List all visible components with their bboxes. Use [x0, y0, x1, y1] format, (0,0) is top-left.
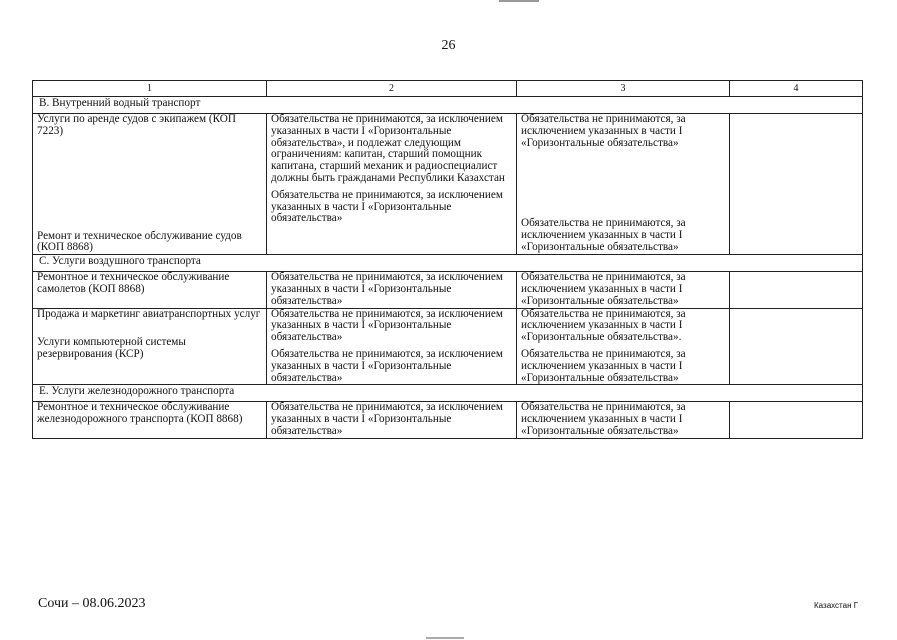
section-header-row — [33, 255, 863, 272]
footer-location-date: Сочи – 08.06.2023 — [38, 596, 146, 611]
national-treatment-cell — [517, 114, 730, 255]
sector-cell — [33, 272, 267, 308]
market-access-cell — [267, 272, 517, 308]
sector-entry: Ремонтное и техническое обслуживание железнодорожного транспорта (КОП 8868) — [37, 401, 243, 426]
national-treatment-cell — [517, 308, 730, 385]
commitment-entry: Обязательства не принимаются, за исключением указанных в части I «Горизонтальные обязательства» — [271, 188, 503, 225]
table-row — [33, 308, 863, 385]
commitment-entry: Обязательства не принимаются, за исключением указанных в части I «Горизонтальные обязательства» — [521, 217, 686, 253]
page-number: 26 — [441, 38, 456, 53]
commitment-entry: Обязательства не принимаются, за исключением указанных в части I «Горизонтальные обязательства» — [271, 401, 503, 437]
sector-entry: Услуги компьютерной системы резервирования (КСР) — [37, 336, 186, 361]
commitment-entry: Обязательства не принимаются, за исключением указанных в части I «Горизонтальные обязательства» — [271, 307, 503, 344]
scan-mark-top — [499, 0, 539, 2]
column-header: 3 — [517, 81, 730, 97]
national-treatment-cell — [517, 272, 730, 308]
table-row — [33, 114, 863, 255]
table-header-row — [33, 81, 863, 97]
table-row — [33, 402, 863, 438]
table-row — [33, 272, 863, 308]
sector-cell — [33, 114, 267, 255]
commitment-entry: Обязательства не принимаются, за исключением указанных в части I «Горизонтальные обязательства». — [521, 307, 686, 344]
commitment-entry: Обязательства не принимаются, за исключением указанных в части I «Горизонтальные обязательства» — [521, 113, 686, 149]
section-header-row — [33, 385, 863, 402]
column-header: 4 — [730, 81, 863, 97]
sector-entry: Продажа и маркетинг авиатранспортных услуг — [37, 307, 261, 320]
section-header-row — [33, 97, 863, 114]
column-header: 1 — [33, 81, 267, 97]
national-treatment-cell — [517, 402, 730, 438]
section-title: C. Услуги воздушного транспорта — [33, 255, 863, 272]
additional-commitments-cell — [730, 272, 863, 308]
sector-cell — [33, 402, 267, 438]
commitment-entry: Обязательства не принимаются, за исключением указанных в части I «Горизонтальные обязательства» — [521, 271, 686, 307]
footer-country-label: Казахстан Г — [814, 601, 859, 610]
additional-commitments-cell — [730, 308, 863, 385]
market-access-cell — [267, 114, 517, 255]
commitment-entry: Обязательства не принимаются, за исключением указанных в части I «Горизонтальные обязательства» — [271, 271, 503, 307]
market-access-cell — [267, 402, 517, 438]
sector-entry: Ремонтное и техническое обслуживание самолетов (КОП 8868) — [37, 271, 230, 295]
column-header: 2 — [267, 81, 517, 97]
section-title: E. Услуги железнодорожного транспорта — [33, 385, 863, 402]
market-access-cell — [267, 308, 517, 385]
section-title: B. Внутренний водный транспорт — [33, 97, 863, 114]
sector-entry: Ремонт и техническое обслуживание судов (КОП 8868) — [37, 229, 242, 254]
additional-commitments-cell — [730, 402, 863, 438]
commitments-table — [32, 80, 863, 439]
sector-entry: Услуги по аренде судов с экипажем (КОП 7223) — [37, 113, 236, 137]
additional-commitments-cell — [730, 114, 863, 255]
commitment-entry: Обязательства не принимаются, за исключением указанных в части I «Горизонтальные обязательства» — [521, 401, 686, 437]
commitment-entry: Обязательства не принимаются, за исключением указанных в части I «Горизонтальные обязательства» — [521, 347, 686, 384]
sector-cell — [33, 308, 267, 385]
commitment-entry: Обязательства не принимаются, за исключением указанных в части I «Горизонтальные обязательства», и подлежат следующим ограничениям: капитан, старший помощник капитана, старший механик и радиоспециалист должны быть гражданами Республики Казахстан — [271, 113, 505, 184]
scan-mark-bottom — [426, 637, 464, 639]
commitment-entry: Обязательства не принимаются, за исключением указанных в части I «Горизонтальные обязательства» — [271, 347, 503, 384]
